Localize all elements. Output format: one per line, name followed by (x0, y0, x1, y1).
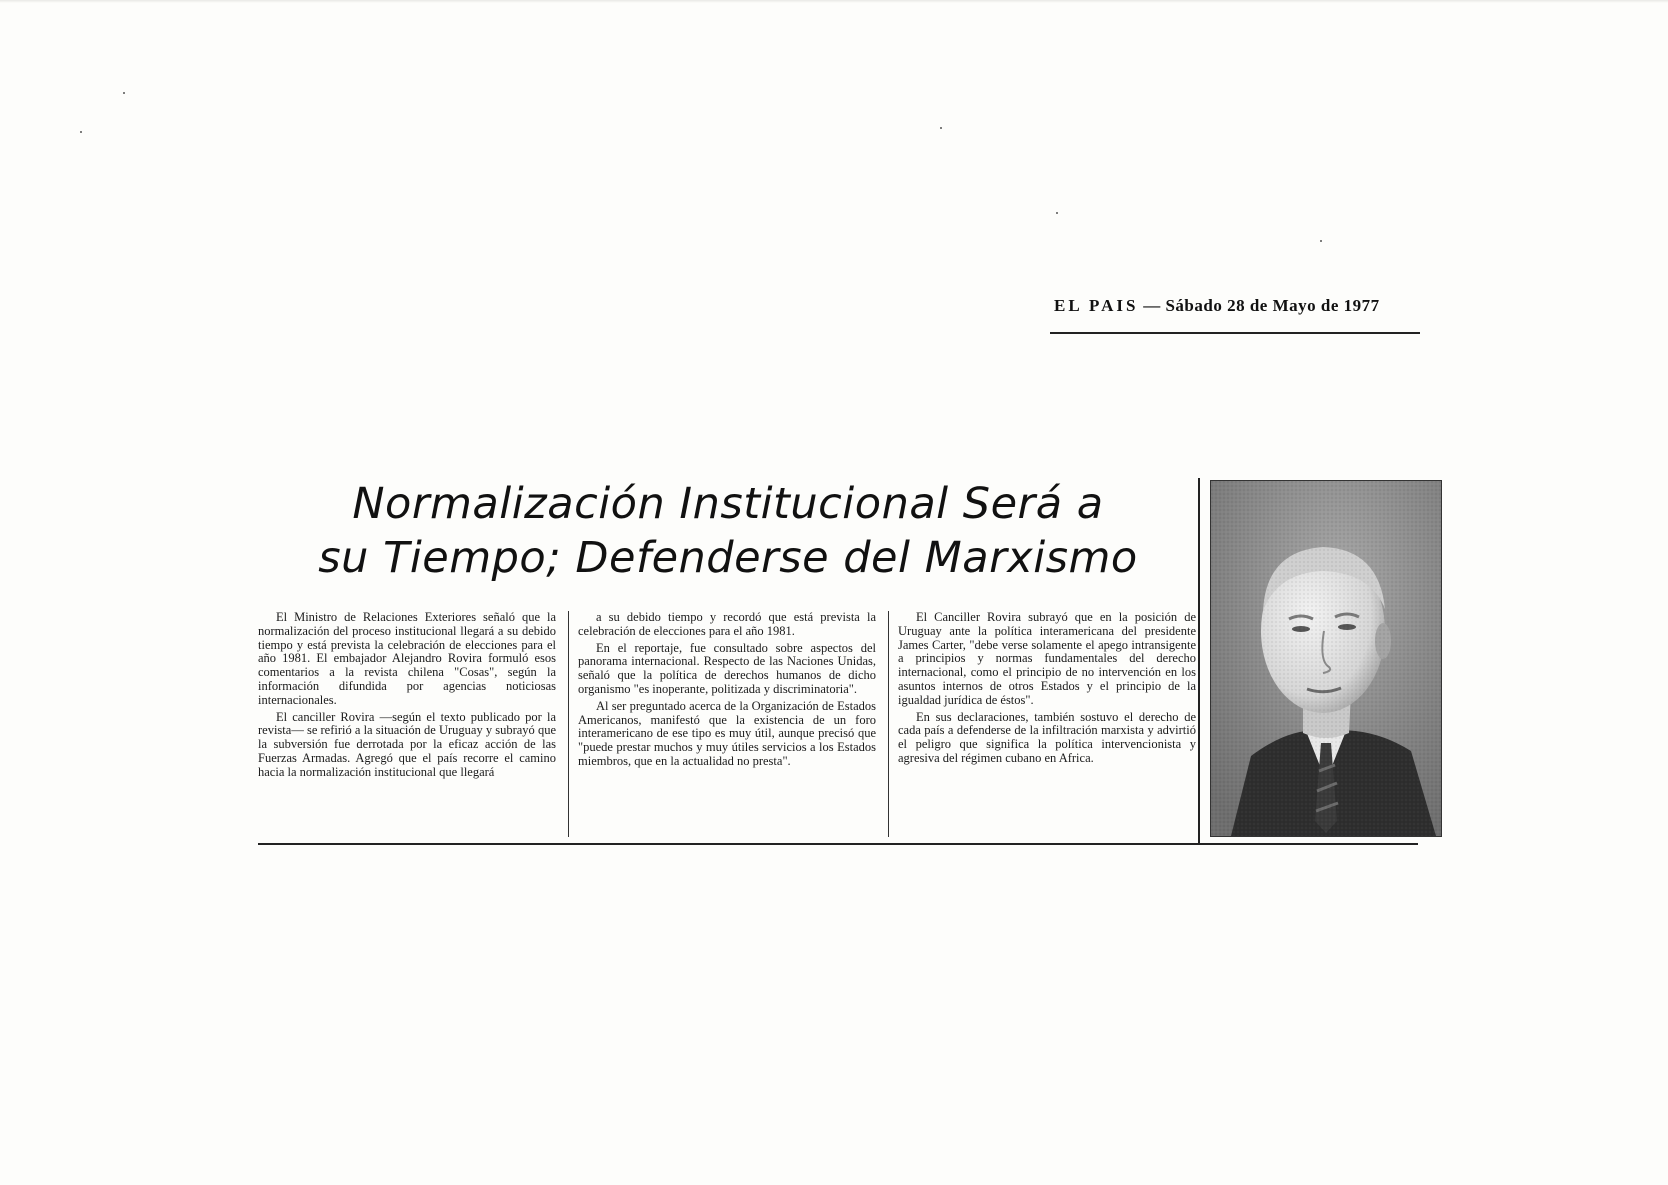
portrait-photo (1210, 480, 1442, 837)
clipping-bottom-rule (258, 843, 1418, 845)
column-divider (568, 611, 569, 837)
headline-line-1: Normalización Institucional Será a (352, 479, 1104, 529)
column-divider (888, 611, 889, 837)
paragraph: El canciller Rovira —según el texto publicado por la revista— se refirió a la situación de Uruguay y subrayó que la subversión fue derrotada por la eficaz acción de las Fuerzas Armadas. Agregó que el país recorre el camino hacia la normalización institucional que llegará (258, 709, 556, 779)
paragraph: El Ministro de Relaciones Exteriores señaló que la normalización del proceso institucional llegará a su debido tiempo y está prevista la celebración de elecciones para el año 1981. El embajador Alejandro Rovira formuló esos comentarios a la revista chilena "Cosas", según la información difundida por agencias noticiosas internacionales. (258, 611, 556, 707)
paragraph: El Canciller Rovira subrayó que en la posición de Uruguay ante la política interamericana del presidente James Carter, "debe verse solamente el apego intransigente a principios y normas fundamentales del derecho internacional, como el principio de no intervención en los asuntos internos de otros Estados y el principio de la igualdad jurídica de éstos". (898, 611, 1196, 707)
page-top-edge (0, 0, 1668, 3)
newspaper-clipping (258, 478, 1418, 850)
paragraph: Al ser preguntado acerca de la Organización de Estados Americanos, manifestó que la existencia de un foro interamericano de ese tipo es muy útil, aunque precisó que "puede prestar muchos y muy útiles servicios a los Estados miembros, que en la actualidad no presta". (578, 698, 876, 768)
paragraph: En el reportaje, fue consultado sobre aspectos del panorama internacional. Respecto de las Naciones Unidas, señaló que la política de derechos humanos de dicho organismo "es inoperante, politizada y discriminatoria". (578, 640, 876, 696)
scan-speck (1320, 240, 1322, 242)
newspaper-masthead (1054, 296, 1419, 316)
portrait-photo-image (1211, 481, 1441, 836)
paragraph: a su debido tiempo y recordó que está prevista la celebración de elecciones para el año 1981. (578, 611, 876, 638)
masthead-rule (1050, 332, 1420, 334)
article-column-2 (578, 611, 876, 837)
scan-speck (1056, 212, 1058, 214)
paragraph: En sus declaraciones, también sostuvo el derecho de cada país a defenderse de la infiltración marxista y advirtió el peligro que significa la política intervencionista y agresiva del régimen cubano en Africa. (898, 709, 1196, 765)
article-columns (258, 611, 1198, 837)
article-column-1 (258, 611, 556, 837)
article-column-3 (898, 611, 1196, 837)
article-headline (258, 478, 1198, 586)
scan-speck (940, 127, 942, 129)
scan-speck (123, 92, 125, 94)
photo-divider (1198, 478, 1200, 843)
publication-date: Sábado 28 de Mayo de 1977 (1165, 296, 1380, 315)
newspaper-name: EL PAIS (1054, 296, 1139, 315)
scan-speck (80, 131, 82, 133)
headline-line-2: su Tiempo; Defenderse del Marxismo (318, 532, 1138, 583)
masthead-separator: — (1143, 296, 1161, 315)
